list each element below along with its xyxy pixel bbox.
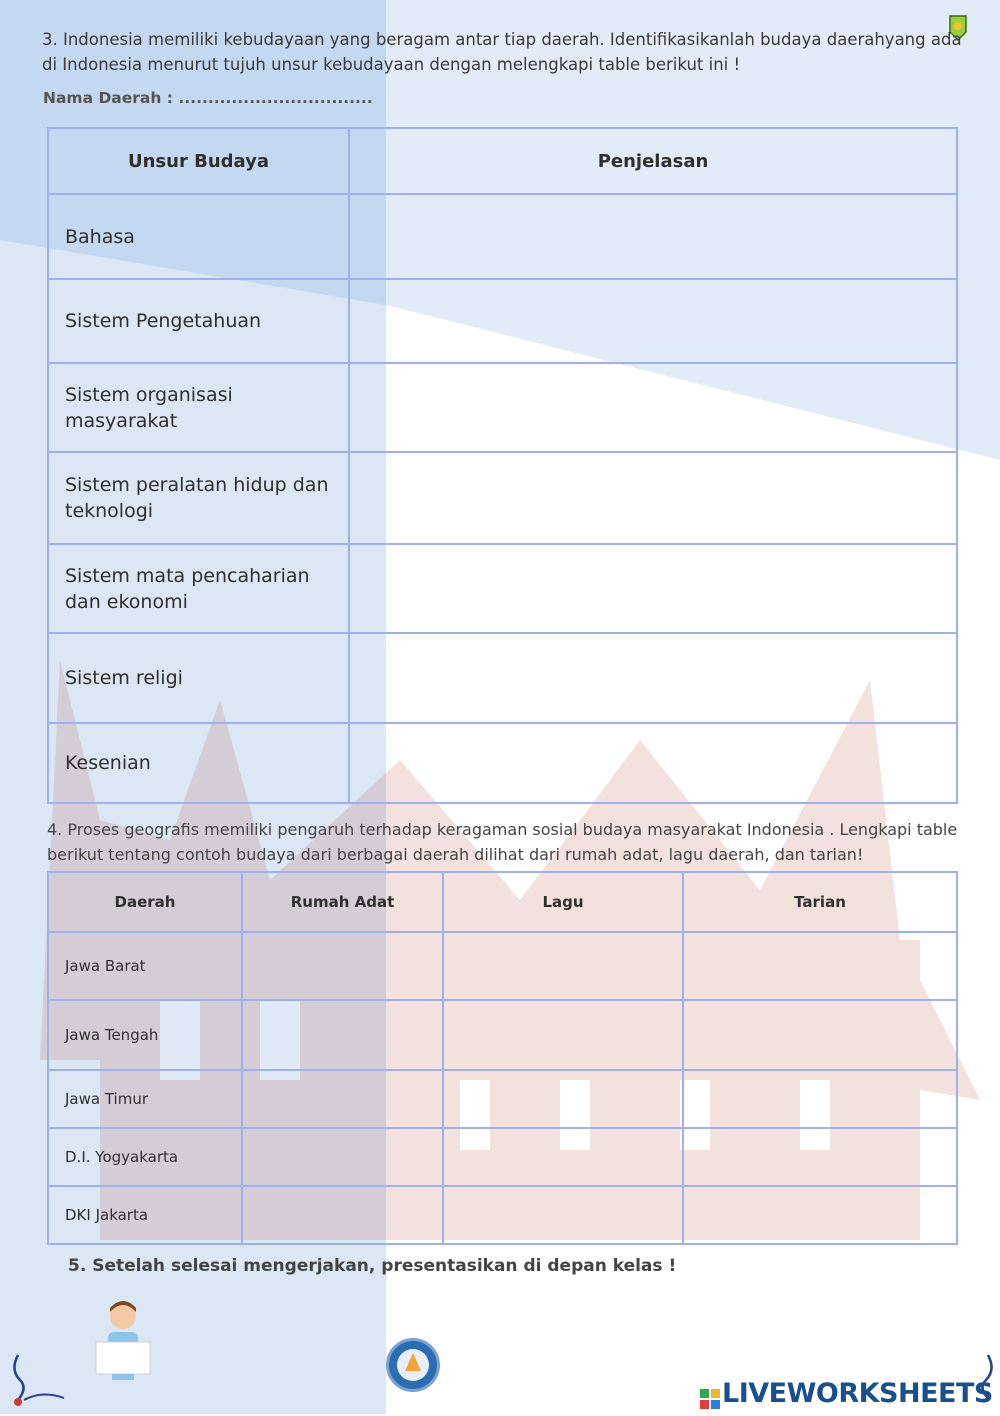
region-label: Jawa Timur [48, 1070, 242, 1128]
answer-cell[interactable] [443, 1186, 683, 1244]
regional-culture-table [47, 871, 958, 1245]
answer-cell[interactable] [242, 1128, 443, 1186]
answer-cell[interactable] [242, 1070, 443, 1128]
liveworksheets-logo-icon [700, 1385, 720, 1405]
element-label: Sistem mata pencaharian dan ekonomi [48, 544, 349, 633]
answer-cell[interactable] [349, 194, 957, 279]
answer-cell[interactable] [443, 932, 683, 1000]
answer-cell[interactable] [683, 1070, 957, 1128]
answer-cell[interactable] [242, 1186, 443, 1244]
table-row [48, 1186, 957, 1244]
answer-cell[interactable] [683, 932, 957, 1000]
column-header: Unsur Budaya [48, 128, 349, 194]
answer-cell[interactable] [349, 363, 957, 452]
table-header-row [48, 128, 957, 194]
column-header: Daerah [48, 872, 242, 932]
answer-cell[interactable] [683, 1186, 957, 1244]
element-label: Kesenian [48, 723, 349, 803]
table-header-row [48, 872, 957, 932]
culture-elements-table [47, 127, 958, 804]
answer-cell[interactable] [242, 1000, 443, 1070]
table-row [48, 544, 957, 633]
school-badge-icon [386, 1338, 440, 1392]
element-label: Sistem organisasi masyarakat [48, 363, 349, 452]
table-row [48, 1000, 957, 1070]
element-label: Sistem peralatan hidup dan teknologi [48, 452, 349, 544]
region-name-field[interactable]: Nama Daerah : ................................. [43, 89, 373, 107]
answer-cell[interactable] [683, 1128, 957, 1186]
region-label: Jawa Barat [48, 932, 242, 1000]
table-row [48, 279, 957, 363]
table-row [48, 1070, 957, 1128]
liveworksheets-logo [700, 1378, 993, 1409]
question-4-text: 4. Proses geografis memiliki pengaruh terhadap keragaman sosial budaya masyarakat Indonesia . Lengkapi table berikut tentang contoh budaya dari berbagai daerah dilihat dari rumah adat, lagu daerah, dan tarian! [47, 820, 958, 864]
table-row [48, 363, 957, 452]
answer-cell[interactable] [683, 1000, 957, 1070]
answer-cell[interactable] [443, 1070, 683, 1128]
table-row [48, 723, 957, 803]
column-header: Penjelasan [349, 128, 957, 194]
answer-cell[interactable] [349, 633, 957, 723]
column-header: Lagu [443, 872, 683, 932]
element-label: Bahasa [48, 194, 349, 279]
element-label: Sistem Pengetahuan [48, 279, 349, 363]
answer-cell[interactable] [443, 1000, 683, 1070]
region-label: Jawa Tengah [48, 1000, 242, 1070]
element-label: Sistem religi [48, 633, 349, 723]
answer-cell[interactable] [443, 1128, 683, 1186]
answer-cell[interactable] [349, 452, 957, 544]
answer-cell[interactable] [242, 932, 443, 1000]
answer-cell[interactable] [349, 279, 957, 363]
ornament-icon [8, 1350, 70, 1410]
answer-cell[interactable] [349, 723, 957, 803]
table-row [48, 194, 957, 279]
column-header: Tarian [683, 872, 957, 932]
answer-cell[interactable] [349, 544, 957, 633]
table-row [48, 452, 957, 544]
region-label: D.I. Yogyakarta [48, 1128, 242, 1186]
question-5-text: 5. Setelah selesai mengerjakan, presentasikan di depan kelas ! [68, 1256, 677, 1276]
table-row [48, 1128, 957, 1186]
table-row [48, 633, 957, 723]
region-label: DKI Jakarta [48, 1186, 242, 1244]
logo-text: LIVEWORKSHEETS [722, 1378, 993, 1409]
table-row [48, 932, 957, 1000]
question-3-text: 3. Indonesia memiliki kebudayaan yang beragam antar tiap daerah. Identifikasikanlah budaya daerahyang ada di Indonesia menurut tujuh unsur kebudayaan dengan melengkapi table berikut ini ! [42, 30, 962, 74]
student-figure-icon [92, 1298, 154, 1382]
column-header: Rumah Adat [242, 872, 443, 932]
